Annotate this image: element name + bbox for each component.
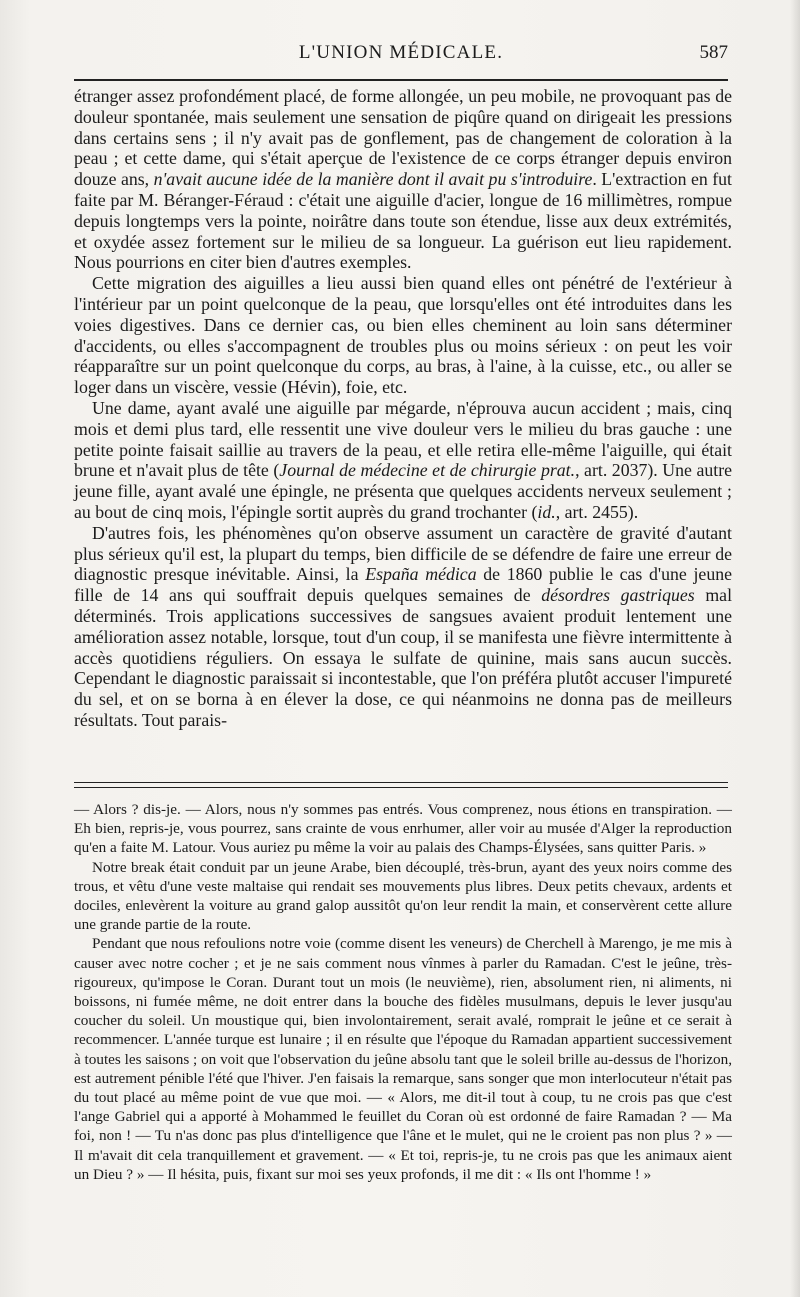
feuilleton-text (74, 800, 732, 1184)
page-header (74, 40, 728, 72)
text-run: , art. 2455). (555, 501, 639, 522)
text-run: mal déterminés. Trois applications successives de sangsues avaient produit lentement une amélioration assez notable, lorsque, tout d'un coup, il se manifesta une fièvre intermittente à accès quotidiens réguliers. On essaya le sulfate de quinine, mais sans aucun succès. Cependant le diagnostic paraissait si incontestable, que l'on préféra plutôt accuser l'impureté du sel, et on se borna à en élever la dose, ce qui néanmoins ne donna pas de meilleurs résultats. Tout parais- (74, 585, 733, 730)
running-head: L'UNION MÉDICALE. (298, 42, 504, 63)
main-text (74, 86, 732, 731)
text-run: , art. 2037). Une autre jeune fille, ayant avalé une épingle, ne présenta que quelques accidents nerveux seulement ; au bout de cinq mois, l'épingle sortit auprès du grand trochanter ( (74, 460, 733, 522)
paragraph-1 (74, 86, 732, 273)
text-run: D'autres fois, les phénomènes qu'on observe assument un caractère de gravité d'autant plus sérieux qu'il est, la plupart du temps, bien difficile de se défendre de faire une erreur de diagnostic presque inévitable. Ainsi, la (74, 522, 732, 585)
italic-run: España médica (365, 564, 477, 585)
feuilleton-paragraph-2: Notre break était conduit par un jeune Arabe, bien découplé, très-brun, ayant des yeux noirs comme des trous, et vêtu d'une veste maltaise qui rendait ses mouvements plus libres. Deux petits chevaux, ardents et dociles, enlevèrent la voiture au grand galop aussitôt qu'on leur rendit la main, et conservèrent cette allure une grande partie de la route. (74, 858, 732, 934)
text-run: étranger assez profondément placé, de forme allongée, un peu mobile, ne provoquant pas de douleur spontanée, mais seulement une sensation de piqûre quand on dirigeait les pressions dans certains sens ; il n'y avait pas de gonflement, pas de changement de coloration à la peau ; et cette dame, qui s'était aperçue de l'existence de ce corps étranger depuis environ douze ans, (74, 86, 732, 190)
page-number: 587 (699, 42, 728, 63)
italic-run: n'avait aucune idée de la manière dont il avait pu s'introduire (153, 169, 593, 190)
paragraph-3 (74, 398, 732, 523)
feuilleton-paragraph-1: — Alors ? dis-je. — Alors, nous n'y sommes pas entrés. Vous comprenez, nous étions en transpiration. — Eh bien, repris-je, vous pourrez, sans crainte de vous enrhumer, aller voir au musée d'Alger la reproduction qu'en a faite M. Latour. Vous auriez pu même la voir au palais des Champs-Élysées, sans quitter Paris. » (74, 801, 732, 857)
italic-run: Journal de médecine et de chirurgie prat. (279, 460, 576, 481)
text-run: Une dame, ayant avalé une aiguille par mégarde, n'éprouva aucun accident ; mais, cinq mois et demi plus tard, elle ressentit une vive douleur vers le milieu du bras gauche : une petite pointe faisait saillie au travers de la peau, et elle retira elle-même l'aiguille, qui était brune et n'avait plus de tête ( (74, 397, 732, 481)
text-run: . L'extraction en fut faite par M. Béranger-Féraud : c'était une aiguille d'acier, longue de 16 millimètres, rompue depuis longtemps vers la pointe, noirâtre dans toute son étendue, lisse aux deux extrémités, et oxydée assez fortement sur le milieu de sa longueur. La guérison eut lieu rapidement. Nous pourrions en citer bien d'autres exemples. (74, 169, 732, 273)
italic-run: désordres gastriques (541, 585, 695, 606)
feuilleton-separator (74, 782, 728, 788)
italic-run: id. (537, 501, 556, 522)
feuilleton-paragraph-3: Pendant que nous refoulions notre voie (comme disent les veneurs) de Cherchell à Marengo, je me mis à causer avec notre cocher ; et je ne sais comment nous vînmes à parler du Ramadan. C'est le jeûne, très-rigoureux, qu'impose le Coran. Durant tout un mois (le neuvième), rien, absolument rien, ni aliments, ni boissons, ni fumée même, ne doit entrer dans la bouche des fidèles musulmans, depuis le lever jusqu'au coucher du soleil. Un moustique qui, bien involontairement, serait avalé, romprait le jeûne et ce serait à recommencer. L'année turque est lunaire ; il en résulte que l'époque du Ramadan appartient successivement à toutes les saisons ; on voit que l'observation du jeûne absolu tant que le soleil brille au-dessus de l'horizon, est autrement pénible l'été que l'hiver. J'en faisais la remarque, sans songer que mon interlocuteur n'était pas du tout placé au même point de vue que moi. — « Alors, me dit-il tout à coup, tu ne crois pas que c'est l'ange Gabriel qui a apporté à Mohammed le feuillet du Coran où est ordonné de faire Ramadan ? — Ma foi, non ! — Tu n'as donc pas plus d'intelligence que l'âne et le mulet, qui ne le croient pas non plus ? » — Il m'avait dit cela tranquillement et gravement. — « Et toi, repris-je, tu ne crois pas que les animaux aient un Dieu ? » — Il hésita, puis, fixant sur moi ses yeux profonds, il me dit : « Ils ont l'homme ! » (74, 935, 732, 1183)
header-rule (74, 79, 728, 81)
paragraph-4 (74, 523, 732, 731)
paragraph-2: Cette migration des aiguilles a lieu aussi bien quand elles ont pénétré de l'extérieur à l'intérieur par un point quelconque de la peau, que lorsqu'elles ont été introduites dans les voies digestives. Dans ce dernier cas, ou bien elles cheminent au loin sans déterminer d'accidents, ou elles s'accompagnent de troubles plus ou moins sérieux : on peut les voir réapparaître sur un point quelconque du corps, au bras, à l'aine, à la cuisse, etc., ou aller se loger dans un viscère, vessie (Hévin), foie, etc. (74, 273, 732, 398)
text-run: de 1860 publie le cas d'une jeune fille de 14 ans qui souffrait depuis quelques semaines de (74, 564, 733, 606)
